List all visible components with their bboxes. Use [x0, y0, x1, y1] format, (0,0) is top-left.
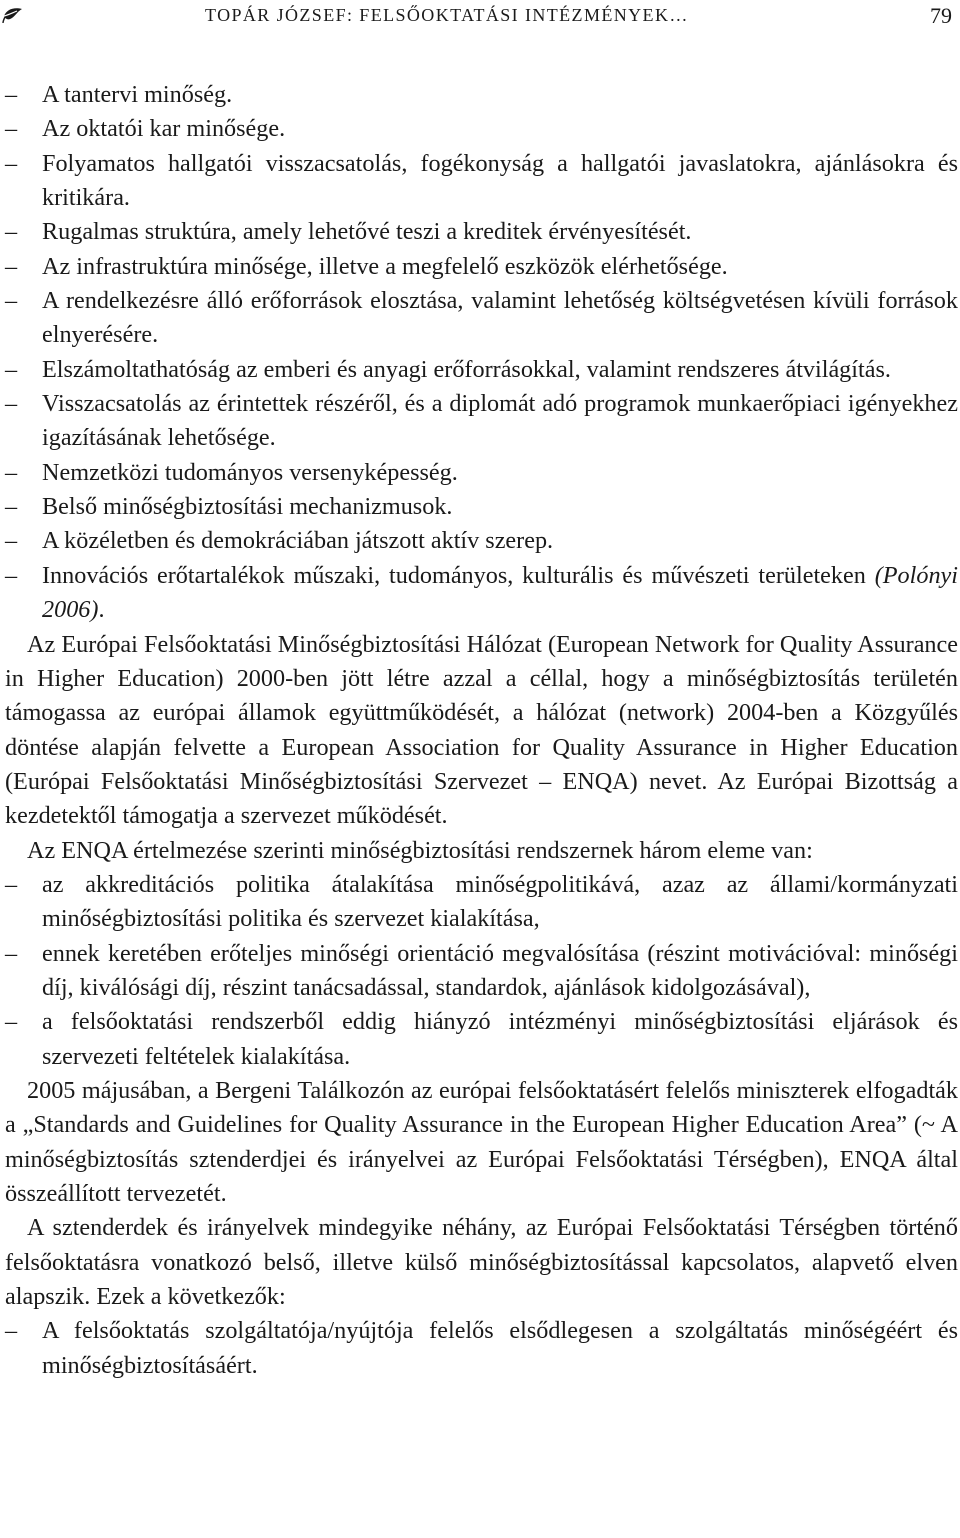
list-item: – a felsőoktatási rendszerből eddig hiányzó intézményi minőségbiztosítási eljárások és szervezeti feltételek kialakítása. [5, 1008, 958, 1070]
page-body [5, 78, 958, 1383]
list-item: – ennek keretében erőteljes minőségi orientáció megvalósítása (részint motivációval: minőségi díj, kiválósági díj, részint tanácsadással, standardok, ajánlások kidolgozásával), [5, 939, 958, 1001]
list-item: – Az oktatói kar minősége. [5, 115, 286, 143]
list-item: – az akkreditációs politika átalakítása minőségpolitikává, azaz az állami/kormányzati minőségbiztosítási politika és szervezet kialakítása, [5, 870, 958, 933]
list-item: – Innovációs erőtartalékok műszaki, tudományos, kulturális és művészeti területeken (Polónyi 2006). [5, 561, 958, 624]
list-item: – Belső minőségbiztosítási mechanizmusok. [5, 493, 453, 521]
principles-list [5, 1314, 958, 1383]
criteria-list [5, 78, 958, 628]
enqa-elements-list [5, 868, 958, 1074]
running-header [0, 0, 960, 36]
citation: (Polónyi 2006) [42, 561, 958, 624]
paragraph-enqa-history: Az Európai Felsőoktatási Minőségbiztosítási Hálózat (European Network for Quality Assurance in Higher Education) 2000-ben jött létre azzal a céllal, hogy a minőségbiztosítás területén támogassa az európai államok együttműködését, a hálózat (network) 2004-ben a Közgyűlés döntése alapján felvette a European Association for Quality Assurance in Higher Education (Európai Felsőoktatási Minőségbiztosítási Szervezet – ENQA) nevet. Az Európai Bizottság a kezdetektől támogatja a szervezet működését. [5, 630, 958, 830]
list-item: – Rugalmas struktúra, amely lehetővé teszi a kreditek érvényesítését. [5, 218, 692, 246]
list-item: – Visszacsatolás az érintettek részéről, és a diplomát adó programok munkaerőpiaci igényekhez igazításának lehetősége. [5, 390, 958, 452]
fleuron-leaf-icon [2, 6, 24, 24]
page-number: 79 [930, 3, 952, 28]
list-item: – A tantervi minőség. [5, 81, 233, 108]
list-item: – Az infrastruktúra minősége, illetve a megfelelő eszközök elérhetősége. [5, 252, 728, 280]
list-item: – A közéletben és demokráciában játszott aktív szerep. [5, 527, 554, 555]
running-title: TOPÁR JÓZSEF: FELSŐOKTATÁSI INTÉZMÉNYEK… [205, 5, 689, 25]
list-item: – A rendelkezésre álló erőforrások elosztása, valamint lehetőség költségvetésen kívüli források elnyerésére. [5, 287, 958, 349]
paragraph-standards: A sztenderdek és irányelvek mindegyike néhány, az Európai Felsőoktatási Térségben történő felsőoktatásra vonatkozó belső, illetve külső minőségbiztosítással kapcsolatos, alapvető elven alapszik. Ezek a következők: [5, 1214, 958, 1311]
paragraph-enqa-elements: Az ENQA értelmezése szerinti minőségbiztosítási rendszernek három eleme van: [27, 836, 813, 864]
list-item: – A felsőoktatás szolgáltatója/nyújtója felelős elsődlegesen a szolgáltatás minőségéért és minőségbiztosításáért. [5, 1317, 958, 1379]
list-item: – Nemzetközi tudományos versenyképesség. [5, 458, 458, 486]
list-item: – Elszámoltathatóság az emberi és anyagi erőforrásokkal, valamint rendszeres átvilágítás. [5, 355, 891, 383]
paragraph-bergen: 2005 májusában, a Bergeni Találkozón az európai felsőoktatásért felelős miniszterek elfogadták a „Standards and Guidelines for Quality Assurance in the European Higher Education Area” (~ A minőségbiztosítás sztenderdjei és irányelvei az Európai Felsőoktatási Térségben), ENQA által összeállított tervezetét. [5, 1076, 958, 1207]
list-item: – Folyamatos hallgatói visszacsatolás, fogékonyság a hallgatói javaslatokra, ajánlásokra és kritikára. [5, 149, 958, 212]
